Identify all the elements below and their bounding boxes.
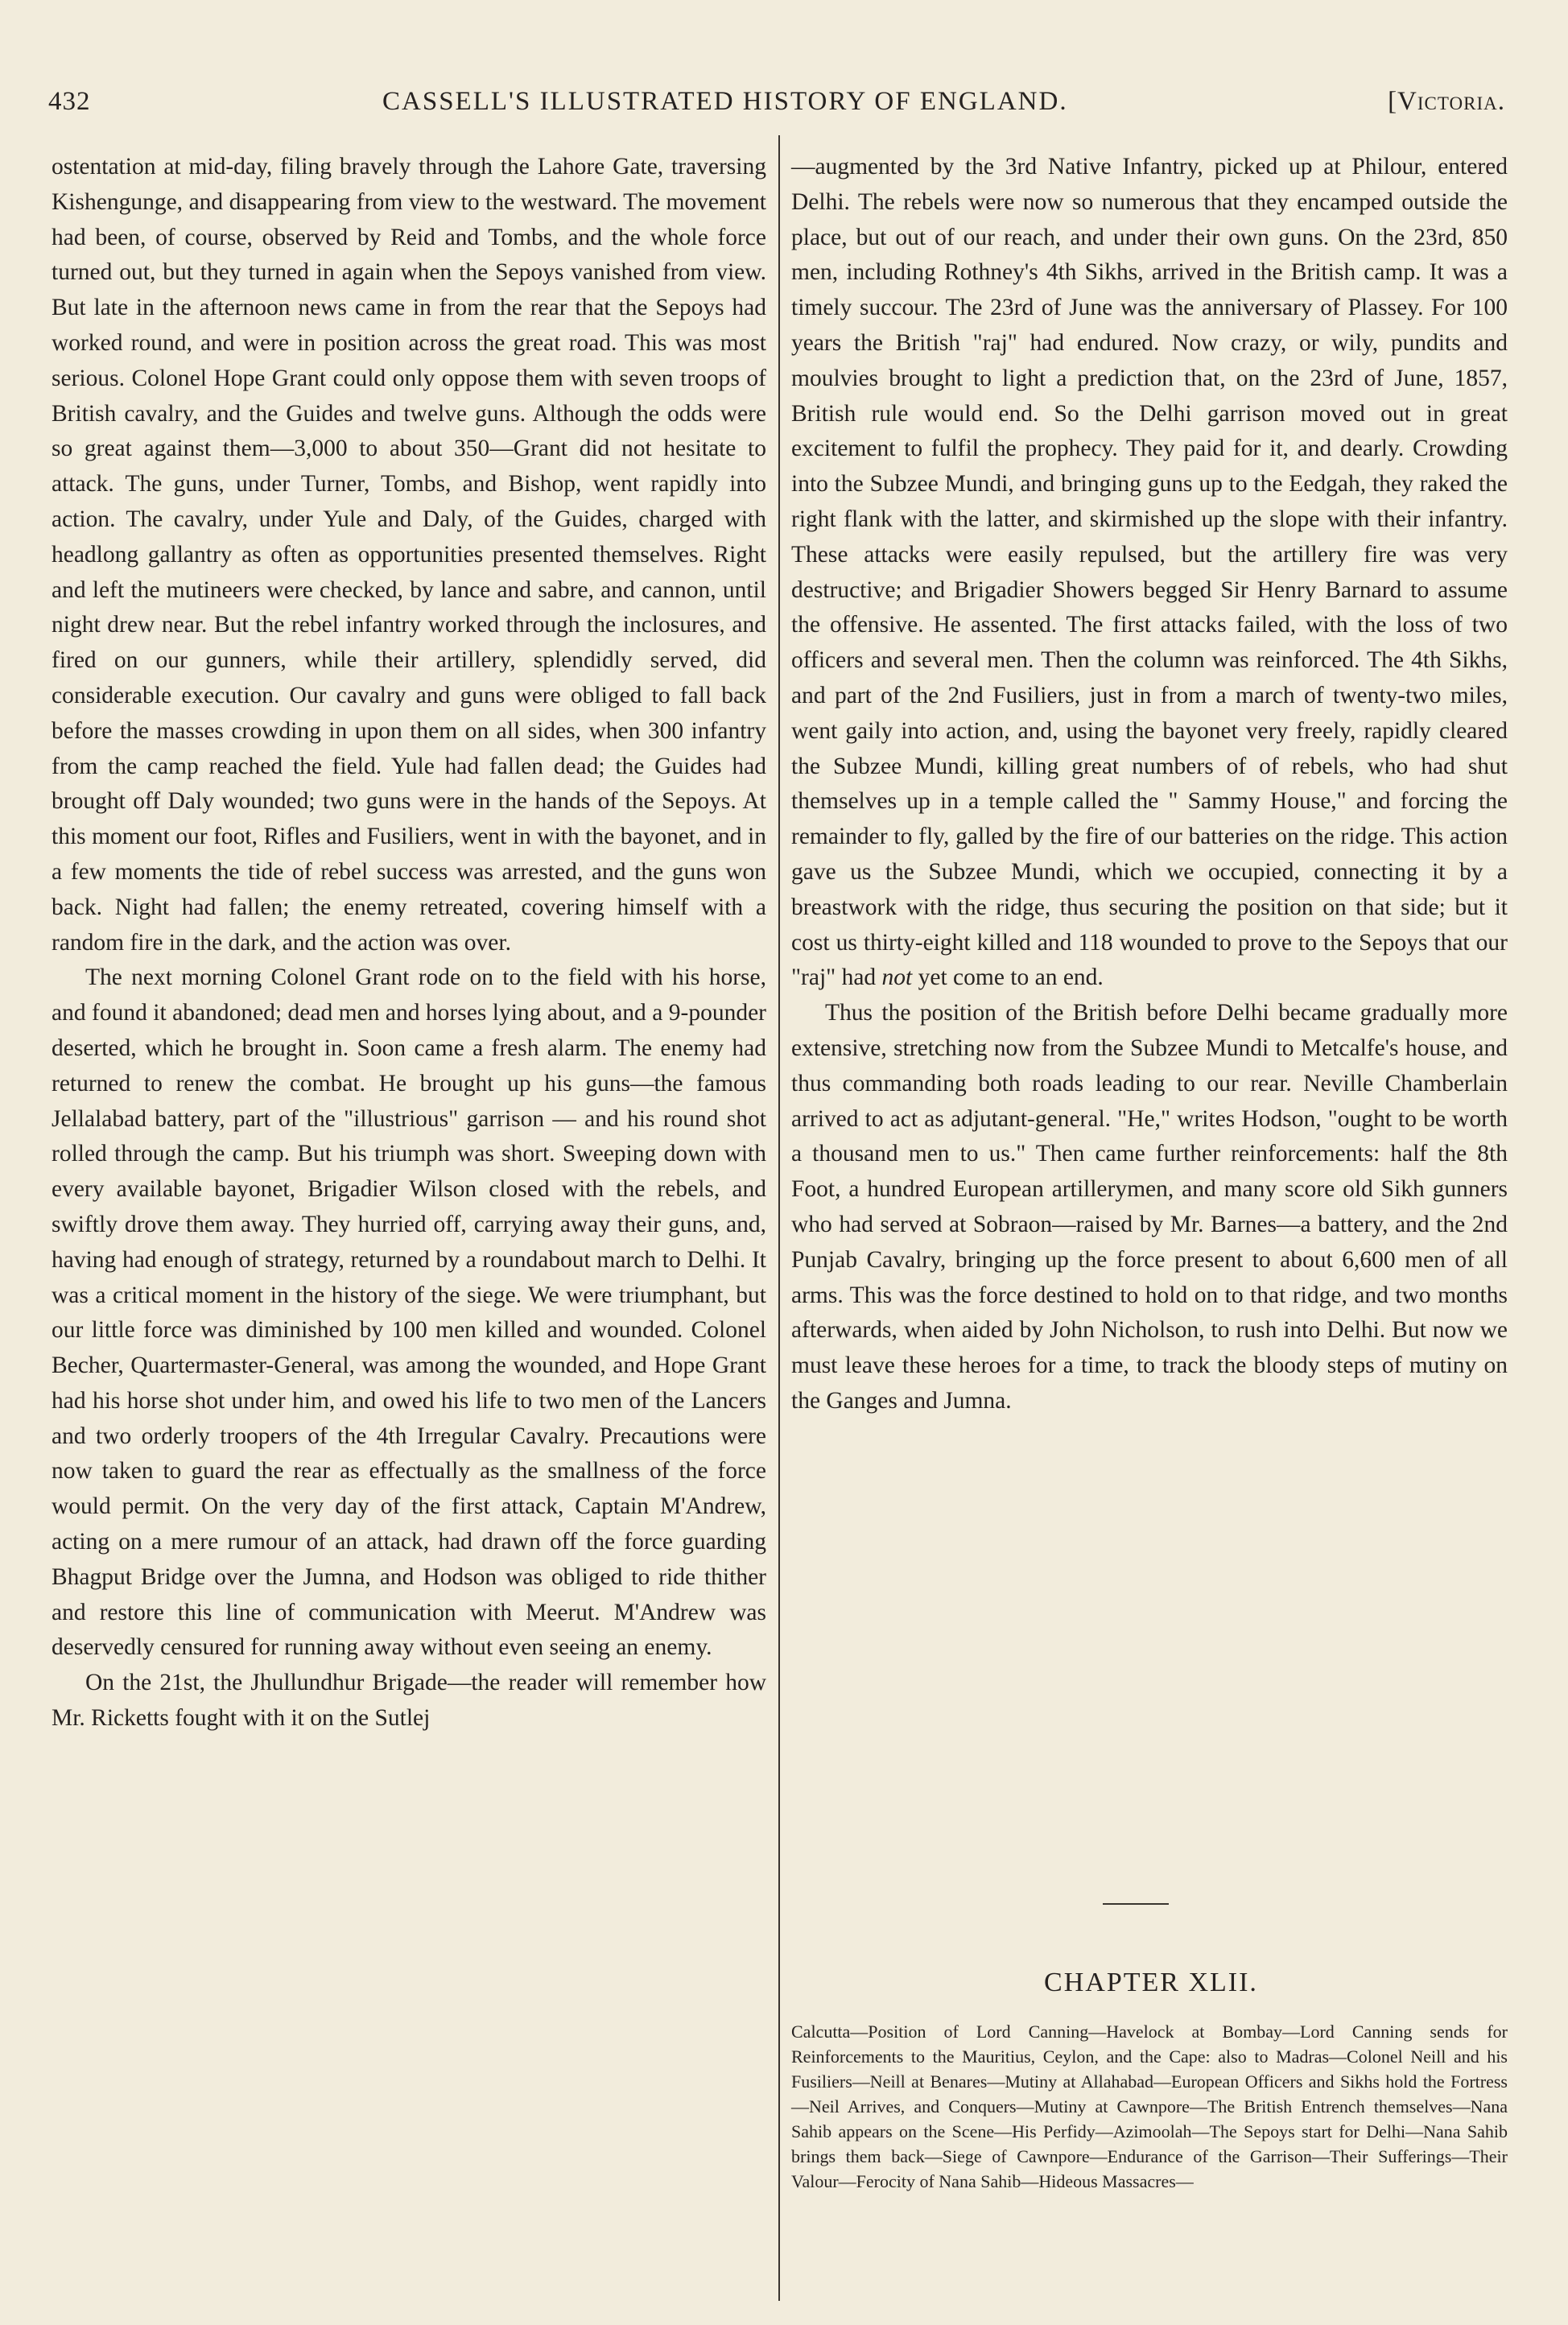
paragraph-text: yet come to an end. (918, 964, 1104, 991)
section-separator (1103, 1903, 1169, 1905)
running-title: CASSELL'S ILLUSTRATED HISTORY OF ENGLAND. (382, 87, 1068, 116)
running-header (48, 79, 1505, 121)
left-column (52, 150, 766, 1737)
emphasis-text: not (881, 964, 913, 991)
paragraph: ostentation at mid-day, filing bravely through the Lahore Gate, traversing Kishengunge, and disappearing from view to the westward. The movement had been, of course, observed by Reid and Tombs, and the whole force turned out, but they turned in again when the Sepoys vanished from view. But late in the afternoon news came in from the rear that the Sepoys had worked round, and were in position across the great road. This was most serious. Colonel Hope Grant could only oppose them with seven troops of British cavalry, and the Guides and twelve guns. Although the odds were so great against them—3,000 to about 350—Grant did not hesitate to attack. The guns, under Turner, Tombs, and Bishop, went rapidly into action. The cavalry, under Yule and Daly, of the Guides, charged with headlong gallantry as often as opportunities presented themselves. Right and left the mutineers were checked, by lance and sabre, and cannon, until night drew near. But the rebel infantry worked through the inclosures, and fired on our gunners, while their artillery, splendidly served, did considerable execution. Our cavalry and guns were obliged to fall back before the masses crowding in upon them on all sides, when 300 infantry from the camp reached the field. Yule had fallen dead; the Guides had brought off Daly wounded; two guns were in the hands of the Sepoys. At this moment our foot, Rifles and Fusiliers, went in with the bayonet, and in a few moments the tide of rebel success was arrested, and the guns won back. Night had fallen; the enemy retreated, covering himself with a random fire in the dark, and the action was over. (52, 154, 766, 956)
paragraph: The next morning Colonel Grant rode on to the field with his horse, and found it abandoned; dead men and horses lying about, and a 9-pounder deserted, which he brought in. Soon came a fresh alarm. The enemy had returned to renew the combat. He brought up his guns—the famous Jellalabad battery, part of the "illustrious" garrison — and his round shot rolled through the camp. But his triumph was short. Sweeping down with every available bayonet, Brigadier Wilson closed with the rebels, and swiftly drove them away. They hurried off, carrying away their guns, and, having had enough of strategy, returned by a roundabout march to Delhi. It was a critical moment in the history of the siege. We were triumphant, but our little force was diminished by 100 men killed and wounded. Colonel Becher, Quartermaster-General, was among the wounded, and Hope Grant had his horse shot under him, and owed his life to two men of the Lancers and two orderly troopers of the 4th Irregular Cavalry. Precautions were now taken to guard the rear as effectually as the smallness of the force would permit. On the very day of the first attack, Captain M'Andrew, acting on a mere rumour of an attack, had drawn off the force guarding Bhagput Bridge over the Jumna, and Hodson was obliged to ride thither and restore this line of communication with Meerut. M'Andrew was deservedly censured for running away without even seeing an enemy. (52, 964, 766, 1661)
column-divider (778, 135, 780, 2301)
page-number: 432 (48, 87, 91, 116)
paragraph-text: —augmented by the 3rd Native Infantry, picked up at Philour, entered Delhi. The rebels were now so numerous that they encamped outside the place, but out of our reach, and under their own guns. On the 23rd, 850 men, including Rothney's 4th Sikhs, arrived in the British camp. It was a timely succour. The 23rd of June was the anniversary of Plassey. For 100 years the British "raj" had endured. Now crazy, or wily, pundits and moulvies brought to light a prediction that, on the 23rd of June, 1857, British rule would end. So the Delhi garrison moved out in great excitement to fulfil the prophecy. They paid for it, and dearly. Crowding into the Subzee Mundi, and bringing guns up to the Eedgah, they raked the right flank with the latter, and skirmished up the slope with their infantry. These attacks were easily repulsed, but the artillery fire was very destructive; and Brigadier Showers begged Sir Henry Barnard to assume the offensive. He assented. The first attacks failed, with the loss of two officers and several men. Then the column was reinforced. The 4th Sikhs, and part of the 2nd Fusiliers, just in from a march of twenty-two miles, went gaily into action, and, using the bayonet very freely, rapidly cleared the Subzee Mundi, killing great numbers of of rebels, who had shut themselves up in a temple called the " Sammy House," and forcing the remainder to fly, galled by the fire of our batteries on the ridge. This action gave us the Subzee Mundi, which we occupied, connecting it by a breastwork with the ridge, thus securing the position on that side; but it cost us thirty-eight killed and 118 wounded to prove to the Sepoys that our "raj" had (791, 154, 1508, 991)
paragraph: Thus the position of the British before Delhi became gradually more extensive, stretching now from the Subzee Mundi to Metcalfe's house, and thus commanding both roads leading to our rear. Neville Chamberlain arrived to act as adjutant-general. "He," writes Hodson, "ought to be worth a thousand men to us." Then came further reinforcements: half the 8th Foot, a hundred European artillerymen, and many score old Sikh gunners who had served at Sobraon—raised by Mr. Barnes—a battery, and the 2nd Punjab Cavalry, bringing up the force present to about 6,600 men of all arms. This was the force destined to hold on to that ridge, and two months afterwards, when aided by John Nicholson, to rush into Delhi. But now we must leave these heroes for a time, to track the bloody steps of mutiny on the Ganges and Jumna. (791, 1000, 1508, 1414)
paragraph (791, 150, 1508, 996)
chapter-heading: CHAPTER XLII. (1044, 1968, 1258, 1997)
chapter-summary: Calcutta—Position of Lord Canning—Havelock at Bombay—Lord Canning sends for Reinforcements to the Mauritius, Ceylon, and the Cape: also to Madras—Colonel Neill and his Fusiliers—Neill at Benares—Mutiny at Allahabad—European Officers and Sikhs hold the Fortress—Neil Arrives, and Conquers—Mutiny at Cawnpore—The British Entrench themselves—Nana Sahib appears on the Scene—His Perfidy—Azimoolah—The Sepoys start for Delhi—Nana Sahib brings them back—Siege of Cawnpore—Endurance of the Garrison—Their Sufferings—Their Valour—Ferocity of Nana Sahib—Hideous Massacres— (791, 2021, 1508, 2191)
right-column (791, 150, 1508, 1419)
section-label: [Victoria. (1388, 87, 1505, 116)
paragraph: On the 21st, the Jhullundhur Brigade—the reader will remember how Mr. Ricketts fought with it on the Sutlej (52, 1670, 766, 1732)
